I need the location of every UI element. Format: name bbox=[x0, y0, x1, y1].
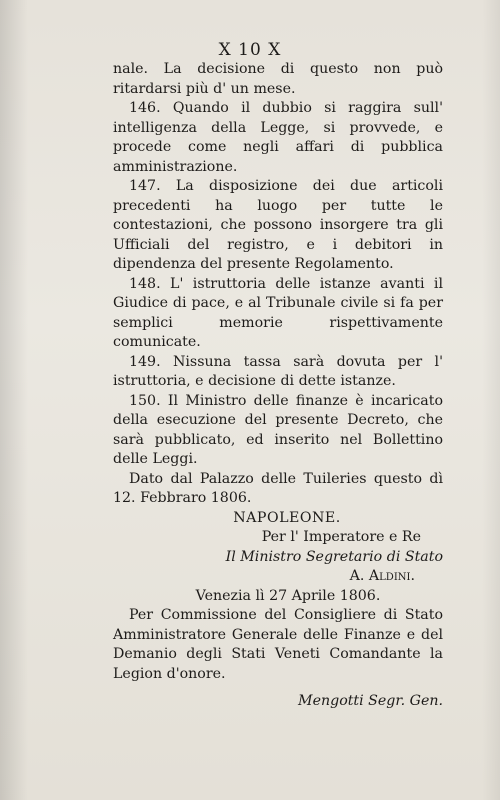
article-148: 148. L' istruttoria delle istanze avanti il Giudice di pace, e al Tribunale civile si fa per semplici memorie rispettivamente comunicate. bbox=[113, 275, 443, 350]
aldini-end: . bbox=[410, 568, 415, 584]
document-text bbox=[113, 60, 443, 712]
venezia-date: Venezia lì 27 Aprile 1806. bbox=[195, 587, 381, 604]
signature-ministro: Il Ministro Segretario di Stato bbox=[225, 548, 443, 565]
article-146: 146. Quando il dubbio si raggira sull' intelligenza della Legge, si provvede, e procede come negli affari di pubblica amministrazione. bbox=[113, 100, 443, 175]
aldini-initial: A. bbox=[349, 568, 369, 584]
commissione-paragraph: Per Commissione del Consigliere di Stato Amministratore Generale delle Finanze e del Demanio degli Stati Veneti Comandante la Legion d'onore. bbox=[113, 607, 443, 682]
signature-napoleone: NAPOLEONE. bbox=[233, 509, 341, 526]
article-150: 150. Il Ministro delle finanze è incaricato della esecuzione del presente Decreto, che sarà pubblicato, ed inserito nel Bollettino delle Leggi. bbox=[113, 392, 443, 467]
article-147: 147. La disposizione dei due articoli precedenti ha luogo per tutte le contestazioni, che possono insorgere tra gli Ufficiali del registro, e i debitori in dipendenza del presente Regolamento. bbox=[113, 178, 443, 272]
signature-aldini bbox=[113, 567, 443, 587]
signature-per-imperatore: Per l' Imperatore e Re bbox=[261, 529, 421, 545]
article-149: 149. Nissuna tassa sarà dovuta per l' istruttoria, e decisione di dette istanze. bbox=[113, 353, 443, 389]
signature-mengotti: Mengotti Segr. Gen. bbox=[298, 693, 443, 709]
paragraph-continuation: nale. La decisione di questo non può ritardarsi più d' un mese. bbox=[113, 61, 443, 97]
aldini-name: Aldini bbox=[368, 568, 411, 584]
dated-line: Dato dal Palazzo delle Tuileries questo dì 12. Febbraro 1806. bbox=[113, 470, 443, 506]
page-number: X 10 X bbox=[218, 40, 282, 60]
